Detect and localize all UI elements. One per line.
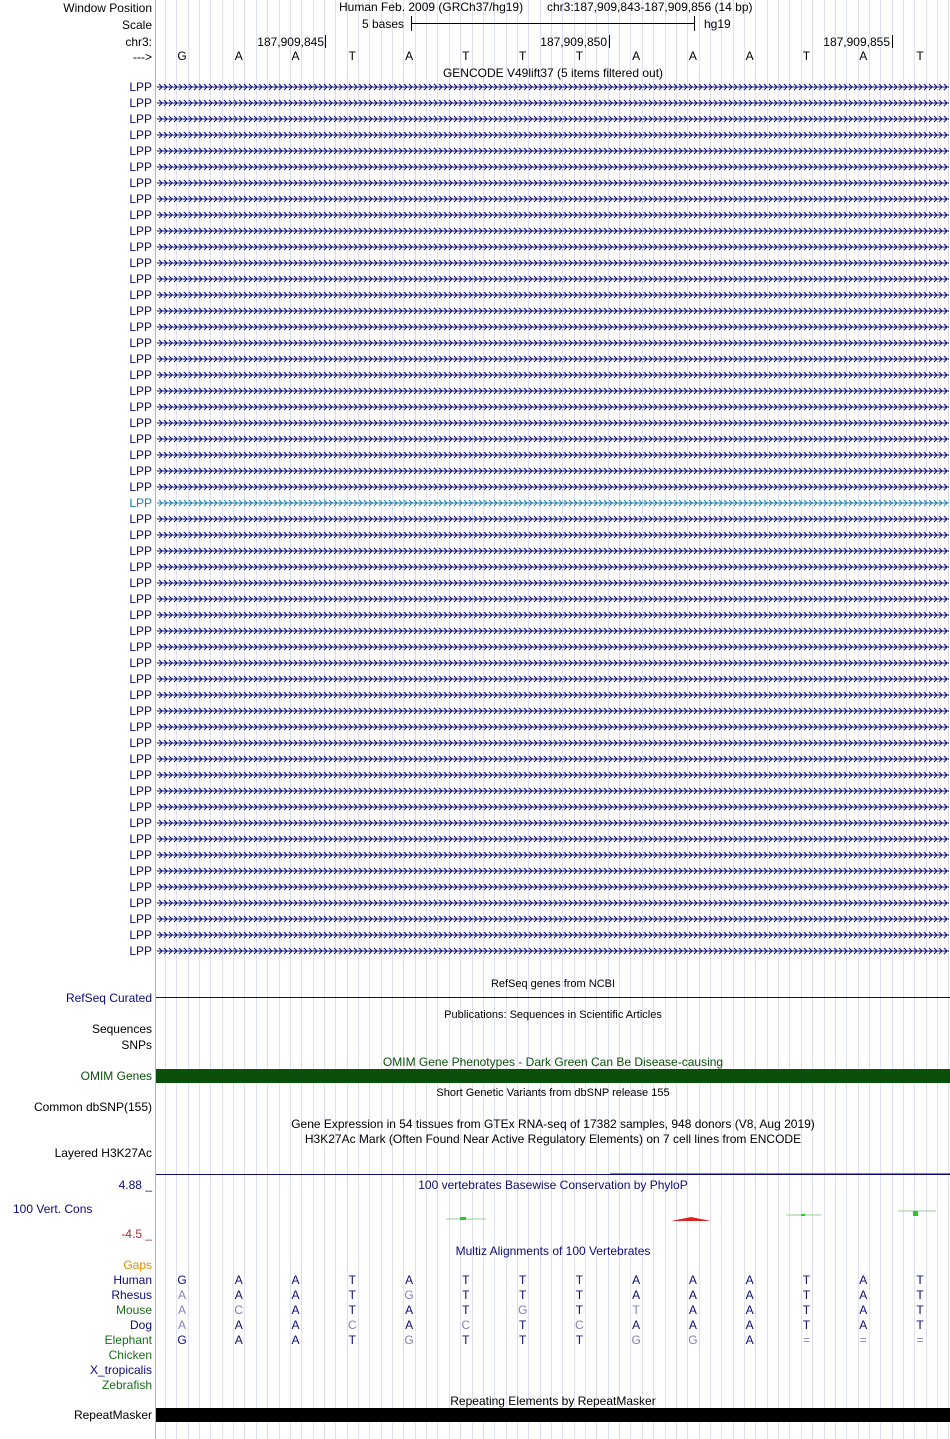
gencode-transcript[interactable] — [157, 691, 949, 699]
gencode-transcript[interactable] — [157, 259, 949, 267]
rmsk-feature-bar[interactable] — [156, 1408, 950, 1422]
aligned-base: T — [518, 1273, 527, 1287]
gencode-transcript[interactable] — [157, 611, 949, 619]
aligned-base: A — [859, 1303, 868, 1317]
aligned-base: = — [802, 1333, 810, 1347]
rmsk-track-label[interactable]: RepeatMasker — [73, 1408, 152, 1422]
aligned-base: T — [462, 1288, 470, 1302]
gencode-gene-label[interactable]: LPP — [129, 784, 152, 798]
gencode-transcript[interactable] — [157, 115, 949, 123]
gencode-transcript[interactable] — [157, 707, 949, 715]
gencode-gene-label[interactable]: LPP — [129, 480, 152, 494]
gencode-transcript[interactable] — [157, 435, 949, 443]
coord-label: 187,909,850 — [540, 35, 607, 49]
gencode-transcript[interactable] — [157, 131, 949, 139]
gencode-gene-label[interactable]: LPP — [129, 848, 152, 862]
gencode-gene-label[interactable]: LPP — [129, 320, 152, 334]
gencode-transcript[interactable] — [157, 643, 949, 651]
aligned-base: A — [405, 1273, 414, 1287]
gencode-transcript[interactable] — [157, 419, 949, 427]
coord-label: 187,909,855 — [823, 35, 890, 49]
aligned-base: G — [404, 1333, 414, 1347]
gencode-gene-label[interactable]: LPP — [129, 464, 152, 478]
aligned-base: T — [802, 1303, 811, 1317]
aligned-base: A — [291, 1288, 300, 1302]
gencode-gene-label[interactable]: LPP — [129, 640, 152, 654]
phylop-min-label: -4.5 _ — [121, 1227, 152, 1241]
gencode-gene-label[interactable]: LPP — [129, 288, 152, 302]
h3k27ac-baseline — [156, 1174, 950, 1175]
gencode-transcript[interactable] — [157, 915, 949, 923]
gencode-transcript[interactable] — [157, 83, 949, 91]
gencode-gene-label[interactable]: LPP — [129, 816, 152, 830]
aligned-base: T — [575, 1273, 584, 1287]
gencode-gene-label[interactable]: LPP — [129, 448, 152, 462]
gencode-gene-label[interactable]: LPP — [129, 624, 152, 638]
gencode-gene-label[interactable]: LPP — [129, 512, 152, 526]
gencode-transcript[interactable] — [157, 243, 949, 251]
scale-db: hg19 — [704, 17, 731, 31]
aligned-base: T — [518, 1318, 527, 1332]
gencode-transcript[interactable] — [157, 755, 949, 763]
gencode-transcript[interactable] — [157, 403, 949, 411]
dna-base: T — [916, 49, 924, 63]
aligned-base: G — [404, 1288, 414, 1302]
scale-label[interactable]: Scale — [121, 18, 152, 32]
gencode-gene-label[interactable]: LPP — [129, 176, 152, 190]
aligned-base: G — [631, 1333, 641, 1347]
aligned-base: = — [859, 1333, 867, 1347]
gencode-gene-label[interactable]: LPP — [129, 912, 152, 926]
gencode-gene-label[interactable]: LPP — [129, 208, 152, 222]
aligned-base: = — [916, 1333, 924, 1347]
species-label[interactable]: Rhesus — [111, 1288, 152, 1302]
gencode-gene-label[interactable]: LPP — [129, 864, 152, 878]
aligned-base: A — [234, 1273, 243, 1287]
gencode-transcript[interactable] — [157, 835, 949, 843]
aligned-base: A — [688, 1303, 697, 1317]
aligned-base: A — [859, 1318, 868, 1332]
aligned-base: A — [745, 1303, 754, 1317]
species-label[interactable]: X_tropicalis — [89, 1363, 152, 1377]
aligned-base: A — [291, 1318, 300, 1332]
dna-base: A — [859, 49, 868, 63]
gencode-gene-label[interactable]: LPP — [129, 256, 152, 270]
gencode-gene-label[interactable]: LPP — [129, 768, 152, 782]
gencode-transcript[interactable] — [157, 483, 949, 491]
gencode-gene-label[interactable]: LPP — [129, 672, 152, 686]
gencode-gene-label[interactable]: LPP — [129, 576, 152, 590]
aligned-base: G — [177, 1273, 187, 1287]
strand-label[interactable]: ---> — [133, 50, 152, 64]
gencode-transcript[interactable] — [157, 931, 949, 939]
scale-text: 5 bases — [362, 17, 405, 31]
gencode-gene-label[interactable]: LPP — [129, 720, 152, 734]
gencode-transcript[interactable] — [157, 627, 949, 635]
aligned-base: A — [859, 1273, 868, 1287]
gencode-transcript[interactable] — [157, 563, 949, 571]
gencode-transcript[interactable] — [157, 595, 949, 603]
gencode-gene-label[interactable]: LPP — [129, 896, 152, 910]
aligned-base: A — [234, 1288, 243, 1302]
aligned-base: G — [517, 1303, 528, 1317]
gencode-transcript[interactable] — [157, 211, 949, 219]
dna-base: T — [518, 49, 527, 63]
aligned-base: C — [234, 1303, 244, 1317]
gencode-gene-label[interactable]: LPP — [129, 96, 152, 110]
aligned-base: C — [461, 1318, 471, 1332]
gencode-gene-label[interactable]: LPP — [129, 832, 152, 846]
gencode-transcript[interactable] — [157, 771, 949, 779]
gencode-gene-label[interactable]: LPP — [129, 240, 152, 254]
scale-bar-left-tick — [411, 16, 412, 31]
h3k27ac-track-title[interactable]: H3K27Ac Mark (Often Found Near Active Regulatory Elements) on 7 cell lines from ENCODE — [304, 1132, 802, 1146]
aligned-base: T — [802, 1273, 811, 1287]
gencode-gene-label[interactable]: LPP — [129, 400, 152, 414]
gencode-gene-label[interactable]: LPP — [129, 944, 152, 958]
aligned-base: G — [688, 1333, 698, 1347]
dna-base: A — [234, 49, 243, 63]
species-label[interactable]: Zebrafish — [101, 1378, 152, 1392]
position-text: chr3:187,909,843-187,909,856 (14 bp) — [547, 0, 753, 14]
gencode-gene-label[interactable]: LPP — [129, 496, 152, 510]
aligned-base: T — [802, 1288, 811, 1302]
gencode-gene-label[interactable]: LPP — [129, 304, 152, 318]
dna-base: T — [575, 49, 584, 63]
gencode-transcript[interactable] — [157, 739, 949, 747]
aligned-base: C — [347, 1318, 357, 1332]
gencode-gene-label[interactable]: LPP — [129, 192, 152, 206]
gaps-label[interactable]: Gaps — [123, 1258, 152, 1272]
dna-base: T — [802, 49, 811, 63]
aligned-base: A — [688, 1273, 697, 1287]
gencode-transcript[interactable] — [157, 371, 949, 379]
gencode-gene-label[interactable]: LPP — [129, 928, 152, 942]
coord-tick — [609, 35, 610, 48]
gencode-gene-label[interactable]: LPP — [129, 368, 152, 382]
aligned-base: T — [802, 1318, 811, 1332]
aligned-base: T — [518, 1333, 527, 1347]
gencode-gene-label[interactable]: LPP — [129, 704, 152, 718]
aligned-base: A — [632, 1273, 641, 1287]
gencode-transcript[interactable] — [157, 883, 949, 891]
pubs-track-title[interactable]: Publications: Sequences in Scientific Articles — [444, 1009, 662, 1021]
gencode-transcript[interactable] — [157, 531, 949, 539]
dna-base: A — [291, 49, 300, 63]
gencode-transcript[interactable] — [157, 547, 949, 555]
gencode-transcript[interactable] — [157, 355, 949, 363]
gencode-gene-label[interactable]: LPP — [129, 688, 152, 702]
aligned-base: A — [688, 1318, 697, 1332]
dna-base: G — [177, 49, 187, 63]
aligned-base: A — [291, 1303, 300, 1317]
aligned-base: T — [348, 1333, 356, 1347]
dna-base: T — [348, 49, 356, 63]
gencode-transcript[interactable] — [157, 803, 949, 811]
gencode-gene-label[interactable]: LPP — [129, 112, 152, 126]
gencode-gene-label[interactable]: LPP — [129, 128, 152, 142]
gencode-gene-label[interactable]: LPP — [129, 736, 152, 750]
dbsnp-track-label[interactable]: Common dbSNP(155) — [33, 1100, 152, 1114]
gencode-transcript[interactable] — [157, 867, 949, 875]
gencode-transcript[interactable] — [157, 451, 949, 459]
gencode-transcript[interactable] — [157, 675, 949, 683]
aligned-base: T — [632, 1303, 640, 1317]
gencode-gene-label[interactable]: LPP — [129, 800, 152, 814]
pubs-track-label[interactable]: Sequences — [91, 1022, 152, 1036]
gencode-gene-label[interactable]: LPP — [129, 224, 152, 238]
aligned-base: C — [575, 1318, 584, 1332]
gencode-transcript[interactable] — [157, 387, 949, 395]
aligned-base: T — [575, 1288, 584, 1302]
species-label[interactable]: Dog — [129, 1318, 152, 1332]
aligned-base: A — [405, 1303, 414, 1317]
aligned-base: T — [518, 1288, 527, 1302]
scale-bar — [412, 23, 694, 24]
aligned-base: A — [745, 1333, 754, 1347]
gencode-transcript[interactable] — [157, 179, 949, 187]
aligned-base: A — [745, 1288, 754, 1302]
gencode-gene-label[interactable]: LPP — [129, 880, 152, 894]
window-position-label[interactable]: Window Position — [63, 1, 152, 15]
gencode-gene-label[interactable]: LPP — [129, 416, 152, 430]
gencode-transcript[interactable] — [157, 99, 949, 107]
coord-tick — [325, 35, 326, 48]
aligned-base: T — [916, 1288, 924, 1302]
aligned-base: T — [462, 1333, 470, 1347]
h3k27ac-signal — [610, 1173, 950, 1174]
aligned-base: A — [745, 1273, 754, 1287]
multiz-track-title[interactable]: Multiz Alignments of 100 Vertebrates — [455, 1244, 651, 1258]
gencode-transcript[interactable] — [157, 467, 949, 475]
gencode-transcript[interactable] — [157, 947, 949, 955]
aligned-base: T — [348, 1273, 356, 1287]
coord-tick — [892, 35, 893, 48]
scale-bar-right-tick — [694, 16, 695, 31]
aligned-base: A — [291, 1273, 300, 1287]
h3k27ac-track-label[interactable]: Layered H3K27Ac — [54, 1146, 152, 1160]
species-label[interactable]: Elephant — [104, 1333, 152, 1347]
aligned-base: T — [348, 1288, 356, 1302]
gencode-transcript[interactable] — [157, 323, 949, 331]
dna-base: A — [632, 49, 641, 63]
gencode-gene-label[interactable]: LPP — [129, 432, 152, 446]
dbsnp-track-title[interactable]: Short Genetic Variants from dbSNP release 155 — [436, 1087, 670, 1099]
aligned-base: T — [916, 1318, 924, 1332]
gencode-gene-label[interactable]: LPP — [129, 336, 152, 350]
aligned-base: A — [405, 1318, 414, 1332]
aligned-base: T — [462, 1303, 470, 1317]
gencode-transcript[interactable] — [157, 787, 949, 795]
gencode-gene-label[interactable]: LPP — [129, 80, 152, 94]
gencode-transcript[interactable] — [157, 851, 949, 859]
gencode-transcript[interactable] — [157, 227, 949, 235]
gencode-transcript[interactable] — [157, 659, 949, 667]
aligned-base: A — [234, 1333, 243, 1347]
aligned-base: A — [632, 1318, 641, 1332]
aligned-base: G — [177, 1333, 187, 1347]
gencode-gene-label[interactable]: LPP — [129, 384, 152, 398]
refseq-feature-line[interactable] — [156, 997, 950, 998]
species-label[interactable]: Mouse — [115, 1303, 152, 1317]
aligned-base: A — [688, 1288, 697, 1302]
aligned-base: A — [291, 1333, 300, 1347]
refseq-track-title[interactable]: RefSeq genes from NCBI — [490, 978, 616, 990]
omim-track-title[interactable]: OMIM Gene Phenotypes - Dark Green Can Be Disease-causing — [382, 1055, 724, 1069]
pubs-track-label-2[interactable]: SNPs — [121, 1038, 152, 1052]
assembly-name: Human Feb. 2009 (GRCh37/hg19) — [339, 0, 524, 14]
gencode-gene-label[interactable]: LPP — [129, 352, 152, 366]
gencode-transcript[interactable] — [157, 307, 949, 315]
phylop-plot — [156, 1200, 950, 1230]
aligned-base: A — [177, 1303, 186, 1317]
gencode-transcript[interactable] — [157, 579, 949, 587]
gencode-gene-label[interactable]: LPP — [129, 272, 152, 286]
gencode-transcript[interactable] — [157, 819, 949, 827]
gencode-gene-label[interactable]: LPP — [129, 656, 152, 670]
gtex-track-title[interactable]: Gene Expression in 54 tissues from GTEx RNA-seq of 17382 samples, 948 donors (V8, Aug 2019) — [291, 1117, 815, 1131]
aligned-base: A — [745, 1318, 754, 1332]
gencode-transcript[interactable] — [157, 499, 949, 507]
gencode-gene-label[interactable]: LPP — [129, 144, 152, 158]
phylop-track-label[interactable]: 100 Vert. Cons — [13, 1202, 93, 1216]
gencode-transcript[interactable] — [157, 515, 949, 523]
gencode-transcript[interactable] — [157, 195, 949, 203]
gencode-track-title[interactable]: GENCODE V49lift37 (5 items filtered out) — [442, 66, 664, 80]
gencode-transcript[interactable] — [157, 291, 949, 299]
omim-feature-bar[interactable] — [156, 1069, 950, 1083]
gencode-gene-label[interactable]: LPP — [129, 160, 152, 174]
dna-base: A — [405, 49, 414, 63]
gencode-gene-label[interactable]: LPP — [129, 608, 152, 622]
dna-base: T — [462, 49, 470, 63]
gencode-transcript[interactable] — [157, 163, 949, 171]
species-label[interactable]: Human — [113, 1273, 152, 1287]
aligned-base: A — [632, 1288, 641, 1302]
gencode-transcript[interactable] — [157, 723, 949, 731]
coord-label: 187,909,845 — [257, 35, 324, 49]
gencode-transcript[interactable] — [157, 899, 949, 907]
aligned-base: A — [859, 1288, 868, 1302]
aligned-base: T — [916, 1273, 924, 1287]
gencode-gene-label[interactable]: LPP — [129, 528, 152, 542]
rmsk-track-title[interactable]: Repeating Elements by RepeatMasker — [450, 1394, 656, 1408]
aligned-base: A — [234, 1318, 243, 1332]
gencode-transcript[interactable] — [157, 275, 949, 283]
aligned-base: T — [916, 1303, 924, 1317]
omim-track-label[interactable]: OMIM Genes — [80, 1069, 152, 1083]
dna-base: A — [745, 49, 754, 63]
chrom-label[interactable]: chr3: — [125, 35, 152, 49]
gencode-gene-label[interactable]: LPP — [129, 752, 152, 766]
aligned-base: T — [348, 1303, 356, 1317]
gencode-gene-label[interactable]: LPP — [129, 592, 152, 606]
aligned-base: A — [177, 1318, 186, 1332]
aligned-base: A — [177, 1288, 186, 1302]
gencode-transcript[interactable] — [157, 147, 949, 155]
species-label[interactable]: Chicken — [108, 1348, 152, 1362]
aligned-base: T — [462, 1273, 470, 1287]
aligned-base: T — [575, 1303, 584, 1317]
phylop-track-title[interactable]: 100 vertebrates Basewise Conservation by PhyloP — [418, 1178, 688, 1192]
gencode-gene-label[interactable]: LPP — [129, 560, 152, 574]
refseq-track-label[interactable]: RefSeq Curated — [65, 991, 152, 1005]
phylop-max-label: 4.88 _ — [118, 1178, 152, 1192]
dna-base: A — [688, 49, 697, 63]
gencode-gene-label[interactable]: LPP — [129, 544, 152, 558]
aligned-base: T — [575, 1333, 584, 1347]
gencode-transcript[interactable] — [157, 339, 949, 347]
